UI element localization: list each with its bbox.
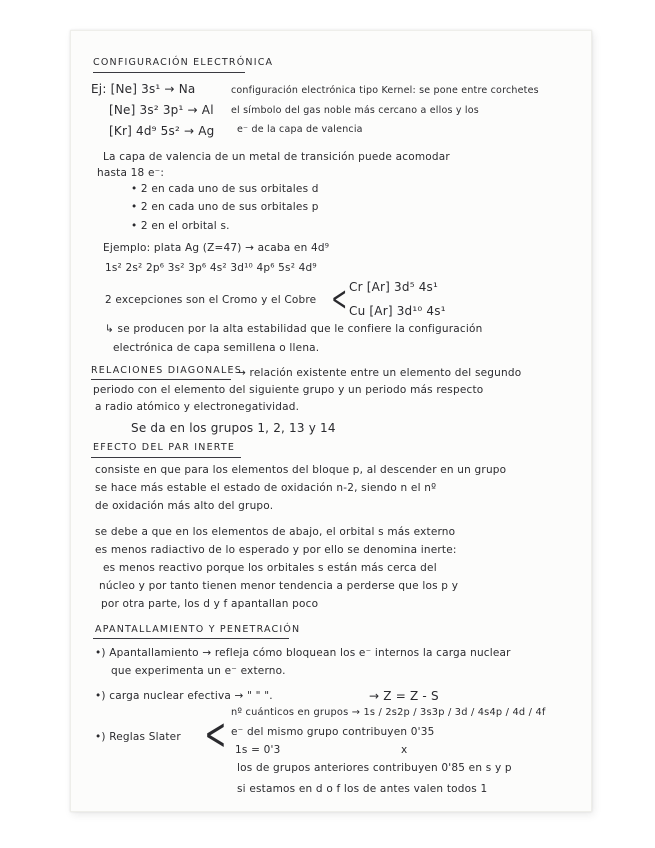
example-label: Ejemplo: plata Ag (Z=47) → acaba en 4d⁹	[103, 242, 330, 254]
bullet-item: • 2 en cada uno de sus orbitales d	[131, 183, 319, 195]
slater-line: nº cuánticos en grupos → 1s / 2s2p / 3s3p / 3d / 4s4p / 4d / 4f	[231, 707, 546, 718]
valence-text: hasta 18 e⁻:	[97, 167, 165, 179]
section-title-configuracion: CONFIGURACIÓN ELECTRÓNICA	[93, 57, 274, 68]
par-inerte-text: de oxidación más alto del grupo.	[95, 500, 274, 512]
exceptions-label: 2 excepciones son el Cromo y el Cobre	[105, 294, 317, 306]
example-al: [Ne] 3s² 3p¹ → Al	[109, 103, 214, 117]
section-title-par-inerte: EFECTO DEL PAR INERTE	[93, 442, 236, 453]
slater-line: si estamos en d o f los de antes valen todos 1	[237, 783, 488, 795]
carga-nuclear-formula: → Z = Z - S	[369, 689, 439, 703]
par-inerte-text: consiste en que para los elementos del bloque p, al descender en un grupo	[95, 464, 507, 476]
brace-left: <	[331, 279, 348, 319]
title-underline	[91, 379, 231, 380]
example-config: 1s² 2s² 2p⁶ 3s² 3p⁶ 4s² 3d¹⁰ 4p⁶ 5s² 4d⁹	[105, 262, 317, 274]
carga-nuclear-text: •) carga nuclear efectiva → " " ".	[95, 690, 273, 702]
diagonal-text: a radio atómico y electronegatividad.	[95, 401, 300, 413]
apantallamiento-text: que experimenta un e⁻ externo.	[111, 665, 286, 677]
diagonal-text: → relación existente entre un elemento del segundo	[237, 367, 522, 379]
example-na: Ej: [Ne] 3s¹ → Na	[91, 82, 196, 96]
par-inerte-text: es menos radiactivo de lo esperado y por ello se denomina inerte:	[95, 544, 457, 556]
example-ag: [Kr] 4d⁹ 5s² → Ag	[109, 124, 215, 138]
cross-mark: x	[401, 744, 408, 756]
section-title-diagonales: RELACIONES DIAGONALES	[91, 365, 242, 376]
notebook-page	[70, 30, 592, 812]
section-title-apantallamiento: APANTALLAMIENTO Y PENETRACIÓN	[95, 624, 301, 635]
exception-cu: Cu [Ar] 3d¹⁰ 4s¹	[349, 304, 446, 318]
apantallamiento-text: •) Apantallamiento → refleja cómo bloquean los e⁻ internos la carga nuclear	[95, 647, 511, 659]
par-inerte-text: por otra parte, los d y f apantallan poco	[101, 598, 319, 610]
kernel-note-line: el símbolo del gas noble más cercano a ellos y los	[231, 105, 479, 116]
title-underline	[91, 457, 241, 458]
title-underline	[93, 72, 245, 73]
slater-label: •) Reglas Slater	[95, 731, 181, 743]
valence-text: La capa de valencia de un metal de transición puede acomodar	[103, 151, 450, 163]
stability-note: ↳ se producen por la alta estabilidad que le confiere la configuración	[105, 323, 483, 335]
slater-line: e⁻ del mismo grupo contribuyen 0'35	[231, 726, 435, 738]
par-inerte-text: es menos reactivo porque los orbitales s están más cerca del	[103, 562, 437, 574]
brace-slater: <	[204, 709, 227, 760]
title-underline	[93, 638, 289, 639]
bullet-item: • 2 en cada uno de sus orbitales p	[131, 201, 319, 213]
par-inerte-text: se hace más estable el estado de oxidación n-2, siendo n el nº	[95, 482, 437, 494]
kernel-note-line: configuración electrónica tipo Kernel: se pone entre corchetes	[231, 85, 539, 96]
diagonal-text: periodo con el elemento del siguiente grupo y un periodo más respecto	[93, 384, 484, 396]
slater-line: 1s = 0'3	[235, 744, 281, 756]
exception-cr: Cr [Ar] 3d⁵ 4s¹	[349, 280, 439, 294]
kernel-note-line: e⁻ de la capa de valencia	[237, 124, 363, 135]
diagonal-groups: Se da en los grupos 1, 2, 13 y 14	[131, 421, 336, 435]
slater-line: los de grupos anteriores contribuyen 0'85 en s y p	[237, 762, 512, 774]
bullet-item: • 2 en el orbital s.	[131, 220, 230, 232]
stability-note: electrónica de capa semillena o llena.	[113, 342, 320, 354]
par-inerte-text: se debe a que en los elementos de abajo, el orbital s más externo	[95, 526, 456, 538]
par-inerte-text: núcleo y por tanto tienen menor tendencia a perderse que los p y	[99, 580, 459, 592]
